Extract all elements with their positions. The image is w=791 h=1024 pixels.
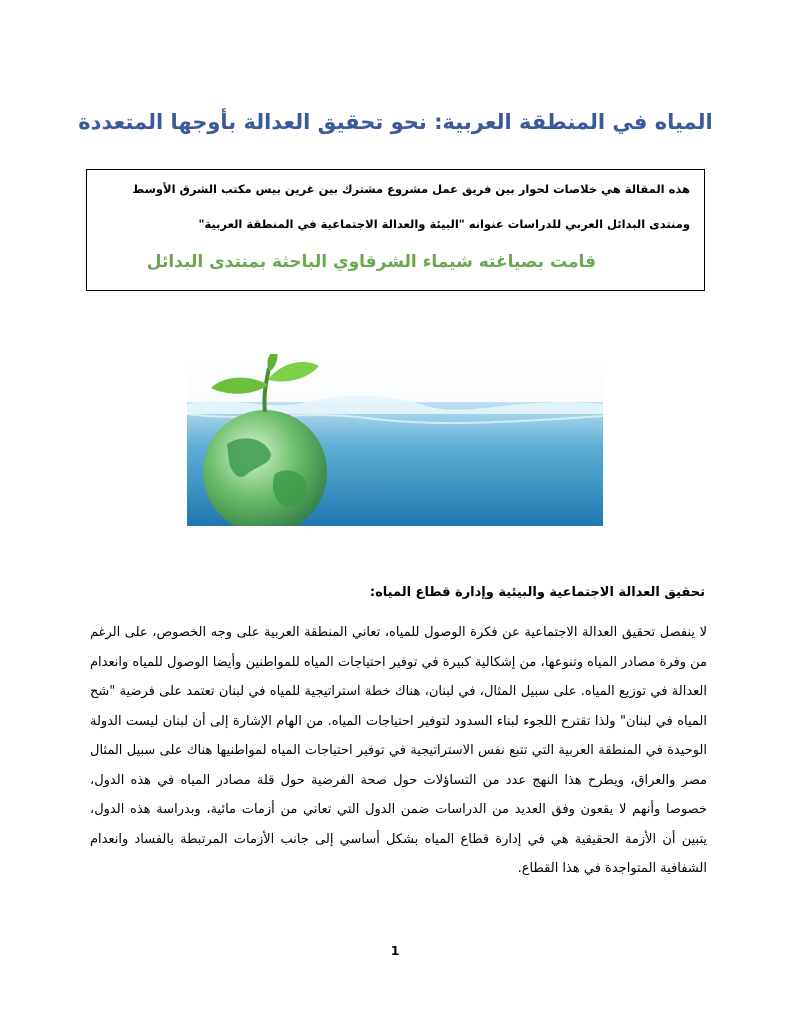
section-heading: تحقيق العدالة الاجتماعية والبيئية وإدارة قطاع المياه: bbox=[369, 585, 705, 600]
globe-sprout-water-icon bbox=[187, 354, 603, 526]
intro-line-1: هذه المقالة هي خلاصات لحوار بين فريق عمل مشروع مشترك بين غرين بيس مكتب الشرق الأوسط bbox=[132, 182, 690, 196]
hero-image bbox=[187, 354, 603, 526]
intro-line-2: ومنتدى البدائل العربي للدراسات عنوانه "البيئة والعدالة الاجتماعية في المنطقة العربية" bbox=[198, 217, 690, 231]
page-number: 1 bbox=[390, 944, 400, 958]
author-credit: قامت بصياغته شيماء الشرقاوي الباحثة بمنتدى البدائل bbox=[146, 252, 596, 272]
intro-box bbox=[86, 169, 705, 291]
body-paragraph: لا ينفصل تحقيق العدالة الاجتماعية عن فكرة الوصول للمياه، تعاني المنطقة العربية على وجه الخصوص، على الرغم من وفرة مصادر المياه وتنوعها، من إشكالية كبيرة في توفير احتياجات المياه للمواطنين وأيضا الوصول للمياه وانعدام العدالة في توزيع المياه. على سبيل المثال، في لبنان، هناك خطة استراتيجية للمياه في لبنان تعتمد على فرضية "شح المياه في لبنان" ولذا تقترح اللجوء لبناء السدود لتوفير احتياجات المياه. من الهام الإشارة إلى أن لبنان ليست الدولة الوحيدة في المنطقة العربية التي تتبع نفس الاستراتيجية في توفير احتياجات المياه لمواطنيها هناك على سبيل المثال مصر والعراق، ويطرح هذا النهج عدد من التساؤلات حول صحة الفرضية حول قلة مصادر المياه في هذه الدول، خصوصا وأنهم لا يقعون وفق العديد من الدراسات ضمن الدول التي تعاني من أزمات مائية، وبدراسة هذه الدول، يتبين أن الأزمة الحقيقية هي في إدارة قطاع المياه بشكل أساسي إلى جانب الأزمات المرتبطة بالفساد وانعدام الشفافية المتواجدة في هذا القطاع. bbox=[90, 625, 707, 876]
page-title: المياه في المنطقة العربية: نحو تحقيق العدالة بأوجها المتعددة bbox=[78, 110, 713, 134]
